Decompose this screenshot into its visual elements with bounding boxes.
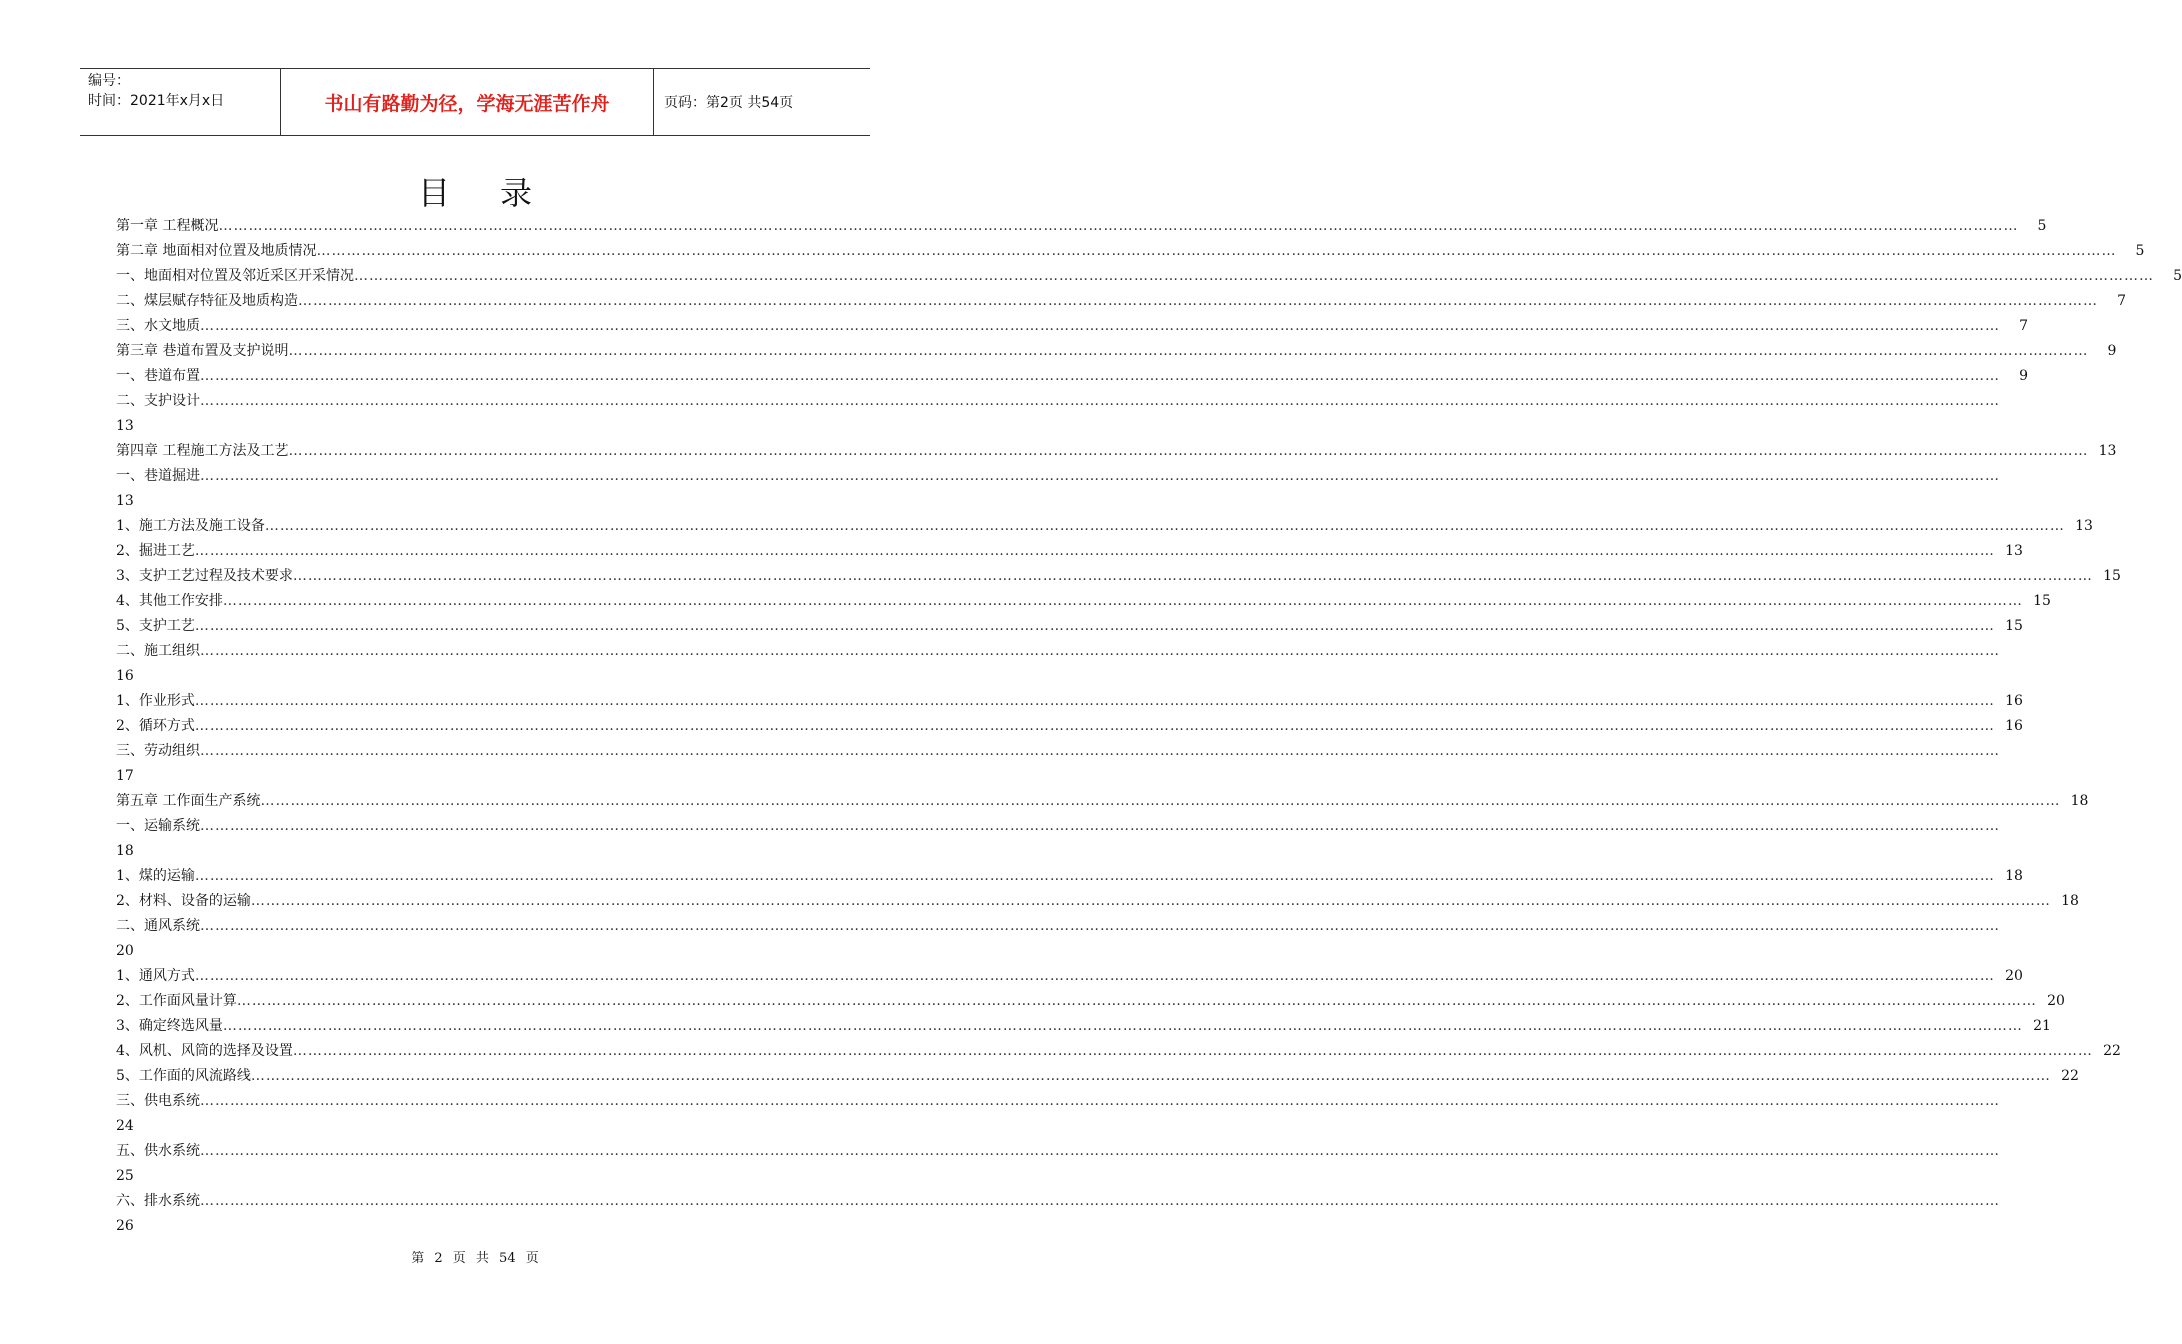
toc-entry-page: 15	[2005, 618, 2023, 634]
toc-entry[interactable]	[116, 1064, 2079, 1089]
table-of-contents	[116, 214, 2182, 1239]
toc-leader-dots: ………………………………………………………………………………………………………………………………………………………………………………………………………………………………………………………………………………………………………………………………	[200, 1093, 2000, 1109]
toc-entry-label: 1、作业形式	[116, 693, 195, 709]
toc-entry-label: 2、掘进工艺	[116, 543, 195, 559]
toc-line	[116, 914, 2000, 939]
toc-entry-page: 18	[116, 843, 134, 859]
toc-entry-page: 18	[2070, 793, 2089, 809]
toc-line	[116, 614, 2023, 639]
toc-entry-label: 二、支护设计	[116, 393, 200, 409]
toc-leader-dots: ………………………………………………………………………………………………………………………………………………………………………………………………………………………………………………………………………………………………………………………………	[288, 443, 2089, 459]
toc-leader-dots: ………………………………………………………………………………………………………………………………………………………………………………………………………………………………………………………………………………………………………………………………	[194, 693, 1995, 709]
toc-line	[116, 339, 2117, 364]
toc-entry[interactable]	[116, 364, 2028, 389]
toc-leader-dots: ………………………………………………………………………………………………………………………………………………………………………………………………………………………………………………………………………………………………………………………………	[316, 243, 2117, 259]
toc-entry-label: 1、通风方式	[116, 968, 195, 984]
toc-line	[116, 789, 2089, 814]
toc-entry-page: 20	[2005, 968, 2023, 984]
toc-entry-label: 第二章 地面相对位置及地质情况	[116, 243, 317, 259]
header-meta	[80, 69, 281, 135]
toc-entry-page: 7	[2117, 293, 2126, 309]
page-title: 目录	[417, 174, 582, 212]
toc-line	[116, 439, 2117, 464]
toc-entry[interactable]	[116, 314, 2028, 339]
toc-entry-page: 15	[2033, 593, 2051, 609]
toc-line	[116, 389, 2000, 414]
toc-entry-page: 26	[116, 1218, 134, 1234]
toc-leader-dots: ………………………………………………………………………………………………………………………………………………………………………………………………………………………………………………………………………………………………………………………………	[194, 618, 1995, 634]
toc-entry[interactable]	[116, 714, 2023, 739]
toc-entry-page: 9	[2019, 368, 2028, 384]
toc-entry[interactable]	[116, 214, 2047, 239]
toc-entry-label: 六、排水系统	[116, 1193, 200, 1209]
toc-entry[interactable]	[116, 1014, 2051, 1039]
toc-leader-dots: ………………………………………………………………………………………………………………………………………………………………………………………………………………………………………………………………………………………………………………………………	[194, 968, 1995, 984]
toc-entry-page: 5	[2135, 243, 2145, 259]
toc-leader-dots: ………………………………………………………………………………………………………………………………………………………………………………………………………………………………………………………………………………………………………………………………	[200, 743, 2000, 759]
date-label: 时间：2021年x月x日	[88, 93, 225, 109]
toc-entry[interactable]	[116, 814, 2000, 864]
toc-entry[interactable]	[116, 964, 2023, 989]
toc-entry[interactable]	[116, 589, 2051, 614]
toc-leader-dots: ………………………………………………………………………………………………………………………………………………………………………………………………………………………………………………………………………………………………………………………………	[200, 643, 2000, 659]
toc-entry-page: 18	[2005, 868, 2023, 884]
toc-leader-dots: ………………………………………………………………………………………………………………………………………………………………………………………………………………………………………………………………………………………………………………………………	[292, 1043, 2093, 1059]
toc-line	[116, 889, 2079, 914]
toc-leader-dots: ………………………………………………………………………………………………………………………………………………………………………………………………………………………………………………………………………………………………………………………………	[200, 468, 2000, 484]
toc-entry-page: 13	[116, 418, 134, 434]
toc-leader-dots: ………………………………………………………………………………………………………………………………………………………………………………………………………………………………………………………………………………………………………………………………	[200, 393, 2000, 409]
toc-leader-dots: ………………………………………………………………………………………………………………………………………………………………………………………………………………………………………………………………………………………………………………………………	[288, 343, 2089, 359]
toc-leader-dots: ………………………………………………………………………………………………………………………………………………………………………………………………………………………………………………………………………………………………………………………………	[292, 568, 2093, 584]
toc-entry-label: 二、通风系统	[116, 918, 200, 934]
toc-entry[interactable]	[116, 264, 2182, 289]
toc-leader-dots: ………………………………………………………………………………………………………………………………………………………………………………………………………………………………………………………………………………………………………………………………	[298, 293, 2098, 309]
toc-entry-page: 15	[2103, 568, 2121, 584]
toc-entry-page: 13	[2005, 543, 2023, 559]
serial-number-label: 编号：	[88, 73, 130, 89]
toc-entry[interactable]	[116, 289, 2126, 314]
toc-entry-page: 7	[2019, 318, 2028, 334]
toc-entry-label: 第三章 巷道布置及支护说明	[116, 343, 289, 359]
toc-entry-page: 5	[2173, 268, 2182, 284]
toc-entry-page: 5	[2037, 218, 2047, 234]
toc-entry-page: 20	[2047, 993, 2065, 1009]
toc-entry-label: 三、供电系统	[116, 1093, 200, 1109]
toc-entry[interactable]	[116, 1189, 2000, 1239]
toc-entry-page: 21	[2033, 1018, 2051, 1034]
toc-leader-dots: ………………………………………………………………………………………………………………………………………………………………………………………………………………………………………………………………………………………………………………………………	[236, 993, 2037, 1009]
toc-page-line	[116, 939, 837, 964]
toc-entry[interactable]	[116, 639, 2000, 689]
toc-leader-dots: ………………………………………………………………………………………………………………………………………………………………………………………………………………………………………………………………………………………………………………………………	[222, 1018, 2023, 1034]
toc-entry-label: 4、风机、风筒的选择及设置	[116, 1043, 293, 1059]
toc-line	[116, 964, 2023, 989]
toc-line	[116, 264, 2182, 289]
toc-entry-label: 二、施工组织	[116, 643, 200, 659]
toc-entry-page: 25	[116, 1168, 134, 1184]
toc-leader-dots: ………………………………………………………………………………………………………………………………………………………………………………………………………………………………………………………………………………………………………………………………	[200, 1143, 2000, 1159]
toc-entry-label: 1、煤的运输	[116, 868, 195, 884]
toc-entry-page: 16	[116, 668, 134, 684]
toc-entry[interactable]	[116, 739, 2000, 789]
toc-entry-page: 9	[2107, 343, 2117, 359]
toc-entry[interactable]	[116, 989, 2065, 1014]
toc-entry[interactable]	[116, 914, 2000, 964]
toc-page-line	[116, 764, 837, 789]
toc-line	[116, 239, 2145, 264]
toc-entry-page: 22	[2103, 1043, 2121, 1059]
toc-entry-label: 第五章 工作面生产系统	[116, 793, 261, 809]
toc-entry-label: 3、支护工艺过程及技术要求	[116, 568, 293, 584]
toc-entry[interactable]	[116, 514, 2093, 539]
toc-line	[116, 714, 2023, 739]
toc-line	[116, 539, 2023, 564]
toc-entry-page: 24	[116, 1118, 134, 1134]
toc-leader-dots: ………………………………………………………………………………………………………………………………………………………………………………………………………………………………………………………………………………………………………………………………	[194, 718, 1995, 734]
toc-line	[116, 289, 2126, 314]
toc-entry[interactable]	[116, 689, 2023, 714]
toc-entry-label: 3、确定终选风量	[116, 1018, 223, 1034]
toc-entry[interactable]	[116, 539, 2023, 564]
toc-leader-dots: ………………………………………………………………………………………………………………………………………………………………………………………………………………………………………………………………………………………………………………………………	[194, 543, 1995, 559]
toc-entry[interactable]	[116, 1039, 2121, 1064]
page-footer: 第 2 页 共 54 页	[411, 1251, 539, 1266]
toc-entry-page: 22	[2061, 1068, 2079, 1084]
toc-entry-page: 16	[2005, 693, 2023, 709]
toc-line	[116, 739, 2000, 764]
toc-entry-page: 20	[116, 943, 134, 959]
toc-line	[116, 989, 2065, 1014]
toc-entry-label: 三、劳动组织	[116, 743, 200, 759]
toc-entry[interactable]	[116, 339, 2117, 364]
header-motto: 书山有路勤为径，学海无涯苦作舟	[281, 69, 654, 135]
toc-line	[116, 589, 2051, 614]
toc-entry-label: 一、巷道掘进	[116, 468, 200, 484]
toc-leader-dots: ………………………………………………………………………………………………………………………………………………………………………………………………………………………………………………………………………………………………………………………………	[222, 593, 2023, 609]
toc-entry[interactable]	[116, 1089, 2000, 1139]
toc-line	[116, 1139, 2000, 1164]
toc-line	[116, 314, 2028, 339]
toc-page-line	[116, 1214, 837, 1239]
toc-entry[interactable]	[116, 864, 2023, 889]
toc-entry-page: 18	[2061, 893, 2079, 909]
toc-entry-label: 一、巷道布置	[116, 368, 200, 384]
toc-entry-label: 2、循环方式	[116, 718, 195, 734]
toc-leader-dots: ………………………………………………………………………………………………………………………………………………………………………………………………………………………………………………………………………………………………………………………………	[218, 218, 2019, 234]
toc-page-line	[116, 414, 837, 439]
toc-line	[116, 1039, 2121, 1064]
toc-entry-label: 一、地面相对位置及邻近采区开采情况	[116, 268, 354, 284]
toc-page-line	[116, 664, 837, 689]
toc-line	[116, 564, 2121, 589]
toc-leader-dots: ………………………………………………………………………………………………………………………………………………………………………………………………………………………………………………………………………………………………………………………………	[260, 793, 2061, 809]
toc-entry-page: 13	[116, 493, 134, 509]
document-header	[80, 68, 870, 136]
toc-entry[interactable]	[116, 789, 2089, 814]
toc-entry[interactable]	[116, 889, 2079, 914]
toc-entry-label: 第一章 工程概况	[116, 218, 219, 234]
toc-entry-page: 13	[2098, 443, 2117, 459]
toc-line	[116, 464, 2000, 489]
toc-line	[116, 689, 2023, 714]
toc-entry[interactable]	[116, 439, 2117, 464]
toc-line	[116, 864, 2023, 889]
toc-line	[116, 514, 2093, 539]
toc-entry-label: 4、其他工作安排	[116, 593, 223, 609]
toc-leader-dots: ………………………………………………………………………………………………………………………………………………………………………………………………………………………………………………………………………………………………………………………………	[264, 518, 2065, 534]
header-page-info: 页码：第2页 共54页	[664, 95, 794, 111]
toc-page-line	[116, 1114, 837, 1139]
toc-leader-dots: ………………………………………………………………………………………………………………………………………………………………………………………………………………………………………………………………………………………………………………………………	[354, 268, 2154, 284]
toc-entry[interactable]	[116, 239, 2145, 264]
toc-line	[116, 214, 2047, 239]
toc-line	[116, 639, 2000, 664]
toc-line	[116, 1189, 2000, 1214]
toc-leader-dots: ………………………………………………………………………………………………………………………………………………………………………………………………………………………………………………………………………………………………………………………………	[194, 868, 1995, 884]
toc-page-line	[116, 1164, 837, 1189]
toc-entry-label: 2、材料、设备的运输	[116, 893, 251, 909]
toc-entry-label: 第四章 工程施工方法及工艺	[116, 443, 289, 459]
toc-line	[116, 1064, 2079, 1089]
toc-line	[116, 1014, 2051, 1039]
toc-entry-page: 16	[2005, 718, 2023, 734]
toc-entry[interactable]	[116, 1139, 2000, 1189]
toc-line	[116, 364, 2028, 389]
toc-entry[interactable]	[116, 614, 2023, 639]
toc-entry[interactable]	[116, 464, 2000, 514]
toc-leader-dots: ………………………………………………………………………………………………………………………………………………………………………………………………………………………………………………………………………………………………………………………………	[200, 918, 2000, 934]
toc-entry-label: 二、煤层赋存特征及地质构造	[116, 293, 298, 309]
toc-line	[116, 814, 2000, 839]
toc-entry-label: 五、供水系统	[116, 1143, 200, 1159]
toc-entry[interactable]	[116, 389, 2000, 439]
toc-leader-dots: ………………………………………………………………………………………………………………………………………………………………………………………………………………………………………………………………………………………………………………………………	[200, 818, 2000, 834]
toc-leader-dots: ………………………………………………………………………………………………………………………………………………………………………………………………………………………………………………………………………………………………………………………………	[250, 893, 2051, 909]
toc-leader-dots: ………………………………………………………………………………………………………………………………………………………………………………………………………………………………………………………………………………………………………………………………	[200, 1193, 2000, 1209]
toc-page-line	[116, 839, 837, 864]
toc-leader-dots: ………………………………………………………………………………………………………………………………………………………………………………………………………………………………………………………………………………………………………………………………	[250, 1068, 2051, 1084]
toc-leader-dots: ………………………………………………………………………………………………………………………………………………………………………………………………………………………………………………………………………………………………………………………………	[200, 318, 2000, 334]
toc-leader-dots: ………………………………………………………………………………………………………………………………………………………………………………………………………………………………………………………………………………………………………………………………	[200, 368, 2000, 384]
toc-entry-label: 2、工作面风量计算	[116, 993, 237, 1009]
toc-entry-label: 一、运输系统	[116, 818, 200, 834]
toc-entry-label: 5、支护工艺	[116, 618, 195, 634]
toc-page-line	[116, 489, 837, 514]
toc-entry-page: 13	[2075, 518, 2093, 534]
toc-entry-page: 17	[116, 768, 134, 784]
toc-entry-label: 1、施工方法及施工设备	[116, 518, 265, 534]
toc-entry-label: 三、水文地质	[116, 318, 200, 334]
toc-line	[116, 1089, 2000, 1114]
toc-entry[interactable]	[116, 564, 2121, 589]
toc-entry-label: 5、工作面的风流路线	[116, 1068, 251, 1084]
